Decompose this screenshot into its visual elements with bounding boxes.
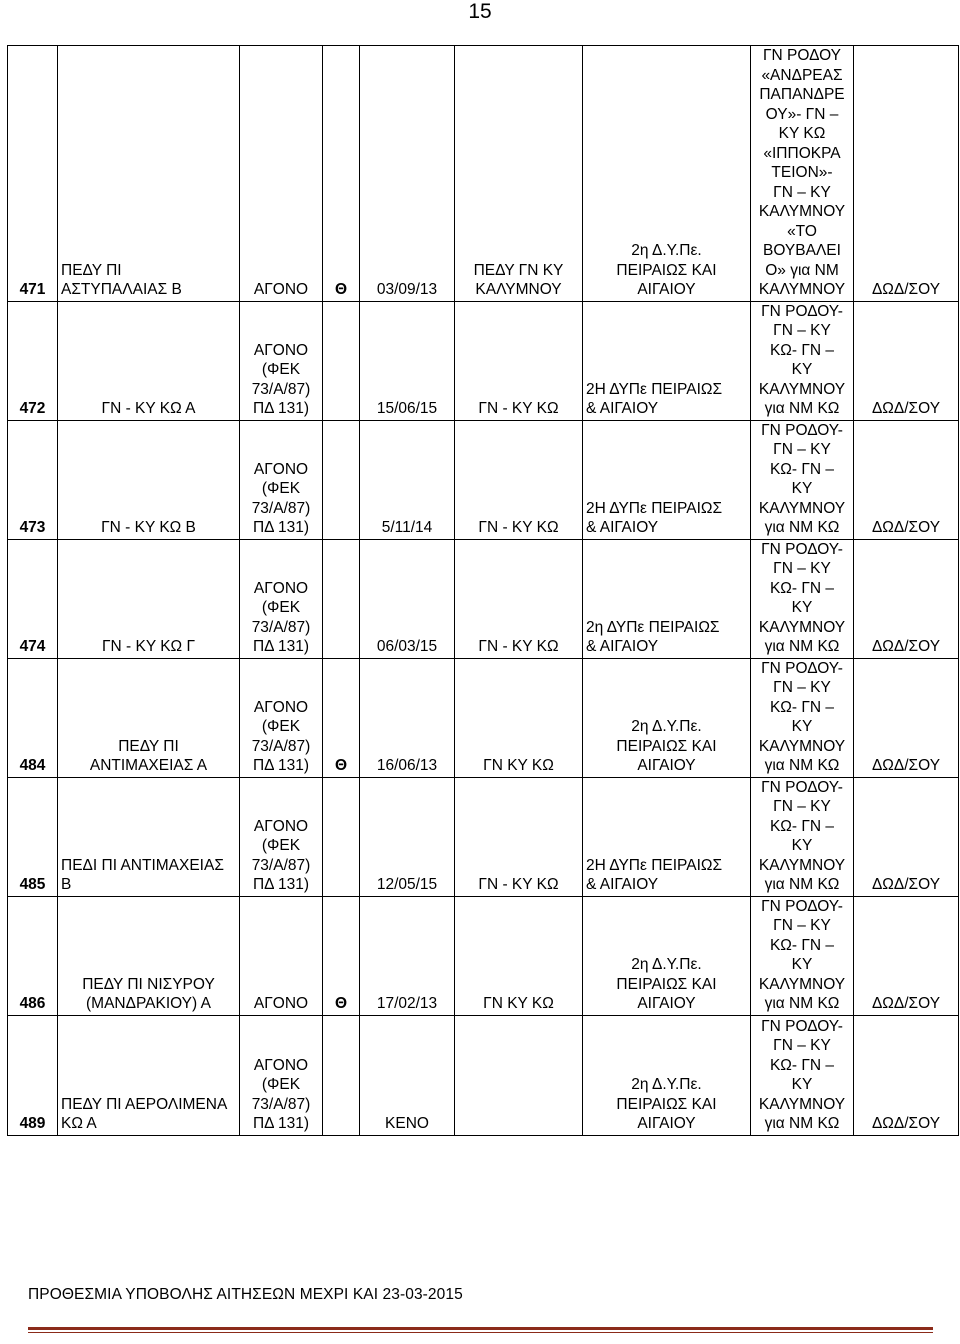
- region-code: ΔΩΔ/ΣΟΥ: [854, 896, 959, 1015]
- area-status: ΑΓΟΝΟ (ΦΕΚ 73/Α/87) ΠΔ 131): [240, 658, 323, 777]
- health-region: 2η Δ.Υ.Πε. ΠΕΙΡΑΙΩΣ ΚΑΙ ΑΙΓΑΙΟΥ: [583, 658, 751, 777]
- footer-rule-thin: [28, 1332, 933, 1333]
- vacancy-date: 12/05/15: [360, 777, 455, 896]
- hospitals: ΓΝ ΡΟΔΟΥ- ΓΝ – ΚΥ ΚΩ- ΓΝ – ΚΥ ΚΑΛΥΜΝΟΥ για ΝΜ ΚΩ: [751, 896, 854, 1015]
- vacancy-date: 16/06/13: [360, 658, 455, 777]
- vacancy-date: ΚΕΝΟ: [360, 1015, 455, 1135]
- table-row: [8, 1015, 959, 1135]
- position-name: ΠΕΔΥ ΠΙ ΑΣΤΥΠΑΛΑΙΑΣ Β: [58, 46, 240, 302]
- category: [323, 420, 360, 539]
- position-name: ΠΕΔΥ ΠΙ ΑΝΤΙΜΑΧΕΙΑΣ Α: [58, 658, 240, 777]
- unit: ΓΝ - ΚΥ ΚΩ: [455, 420, 583, 539]
- category: Θ: [323, 658, 360, 777]
- position-name: ΠΕΔΥ ΠΙ ΝΙΣΥΡΟΥ (ΜΑΝΔΡΑΚΙΟΥ) Α: [58, 896, 240, 1015]
- position-name: ΓΝ - ΚΥ ΚΩ Β: [58, 420, 240, 539]
- area-status: ΑΓΟΝΟ (ΦΕΚ 73/Α/87) ΠΔ 131): [240, 1015, 323, 1135]
- position-name: ΓΝ - ΚΥ ΚΩ Α: [58, 301, 240, 420]
- category: [323, 539, 360, 658]
- position-name: ΠΕΔΙ ΠΙ ΑΝΤΙΜΑΧΕΙΑΣ Β: [58, 777, 240, 896]
- table-row: [8, 896, 959, 1015]
- hospitals: ΓΝ ΡΟΔΟΥ- ΓΝ – ΚΥ ΚΩ- ΓΝ – ΚΥ ΚΑΛΥΜΝΟΥ για ΝΜ ΚΩ: [751, 658, 854, 777]
- health-region: 2Η ΔΥΠε ΠΕΙΡΑΙΩΣ & ΑΙΓΑΙΟΥ: [583, 777, 751, 896]
- table-row: [8, 420, 959, 539]
- category: [323, 1015, 360, 1135]
- region-code: ΔΩΔ/ΣΟΥ: [854, 46, 959, 302]
- hospitals: ΓΝ ΡΟΔΟΥ- ΓΝ – ΚΥ ΚΩ- ΓΝ – ΚΥ ΚΑΛΥΜΝΟΥ για ΝΜ ΚΩ: [751, 301, 854, 420]
- table-row: [8, 539, 959, 658]
- unit: ΓΝ - ΚΥ ΚΩ: [455, 539, 583, 658]
- row-id: 489: [8, 1015, 58, 1135]
- position-name: ΠΕΔΥ ΠΙ ΑΕΡΟΛΙΜΕΝΑ ΚΩ Α: [58, 1015, 240, 1135]
- health-region: 2Η ΔΥΠε ΠΕΙΡΑΙΩΣ & ΑΙΓΑΙΟΥ: [583, 301, 751, 420]
- hospitals: ΓΝ ΡΟΔΟΥ- ΓΝ – ΚΥ ΚΩ- ΓΝ – ΚΥ ΚΑΛΥΜΝΟΥ για ΝΜ ΚΩ: [751, 539, 854, 658]
- area-status: ΑΓΟΝΟ (ΦΕΚ 73/Α/87) ΠΔ 131): [240, 301, 323, 420]
- table-row: [8, 777, 959, 896]
- unit: ΓΝ ΚΥ ΚΩ: [455, 896, 583, 1015]
- vacancy-date: 17/02/13: [360, 896, 455, 1015]
- row-id: 486: [8, 896, 58, 1015]
- health-region: 2η Δ.Υ.Πε. ΠΕΙΡΑΙΩΣ ΚΑΙ ΑΙΓΑΙΟΥ: [583, 46, 751, 302]
- region-code: ΔΩΔ/ΣΟΥ: [854, 1015, 959, 1135]
- unit: ΓΝ - ΚΥ ΚΩ: [455, 301, 583, 420]
- health-region: 2Η ΔΥΠε ΠΕΙΡΑΙΩΣ & ΑΙΓΑΙΟΥ: [583, 420, 751, 539]
- page-number: 15: [468, 0, 492, 23]
- category: Θ: [323, 46, 360, 302]
- row-id: 471: [8, 46, 58, 302]
- row-id: 484: [8, 658, 58, 777]
- unit: ΠΕΔΥ ΓΝ ΚΥ ΚΑΛΥΜΝΟΥ: [455, 46, 583, 302]
- row-id: 474: [8, 539, 58, 658]
- health-region: 2η Δ.Υ.Πε. ΠΕΙΡΑΙΩΣ ΚΑΙ ΑΙΓΑΙΟΥ: [583, 1015, 751, 1135]
- hospitals: ΓΝ ΡΟΔΟΥ- ΓΝ – ΚΥ ΚΩ- ΓΝ – ΚΥ ΚΑΛΥΜΝΟΥ για ΝΜ ΚΩ: [751, 1015, 854, 1135]
- area-status: ΑΓΟΝΟ: [240, 896, 323, 1015]
- vacancy-date: 15/06/15: [360, 301, 455, 420]
- area-status: ΑΓΟΝΟ (ΦΕΚ 73/Α/87) ΠΔ 131): [240, 539, 323, 658]
- area-status: ΑΓΟΝΟ (ΦΕΚ 73/Α/87) ΠΔ 131): [240, 777, 323, 896]
- category: [323, 301, 360, 420]
- vacancy-date: 06/03/15: [360, 539, 455, 658]
- footer-deadline-text: ΠΡΟΘΕΣΜΙΑ ΥΠΟΒΟΛΗΣ ΑΙΤΗΣΕΩΝ ΜΕΧΡΙ ΚΑΙ 23-03-2015: [28, 1286, 463, 1303]
- region-code: ΔΩΔ/ΣΟΥ: [854, 420, 959, 539]
- hospitals: ΓΝ ΡΟΔΟΥ «ΑΝΔΡΕΑΣ ΠΑΠΑΝΔΡΕ ΟΥ»- ΓΝ – ΚΥ ΚΩ «ΙΠΠΟΚΡΑ ΤΕΙΟΝ»- ΓΝ – ΚΥ ΚΑΛΥΜΝΟΥ «ΤΟ ΒΟΥΒΑΛΕΙ Ο» για ΝΜ ΚΑΛΥΜΝΟΥ: [751, 46, 854, 302]
- hospitals: ΓΝ ΡΟΔΟΥ- ΓΝ – ΚΥ ΚΩ- ΓΝ – ΚΥ ΚΑΛΥΜΝΟΥ για ΝΜ ΚΩ: [751, 777, 854, 896]
- vacancy-date: 03/09/13: [360, 46, 455, 302]
- unit: ΓΝ - ΚΥ ΚΩ: [455, 777, 583, 896]
- region-code: ΔΩΔ/ΣΟΥ: [854, 658, 959, 777]
- table-row: [8, 46, 959, 302]
- row-id: 485: [8, 777, 58, 896]
- category: [323, 777, 360, 896]
- row-id: 473: [8, 420, 58, 539]
- footer-rule: [28, 1327, 933, 1330]
- table-row: [8, 301, 959, 420]
- area-status: ΑΓΟΝΟ: [240, 46, 323, 302]
- unit: [455, 1015, 583, 1135]
- region-code: ΔΩΔ/ΣΟΥ: [854, 777, 959, 896]
- unit: ΓΝ ΚΥ ΚΩ: [455, 658, 583, 777]
- health-region: 2η ΔΥΠε ΠΕΙΡΑΙΩΣ & ΑΙΓΑΙΟΥ: [583, 539, 751, 658]
- table-row: [8, 658, 959, 777]
- region-code: ΔΩΔ/ΣΟΥ: [854, 539, 959, 658]
- position-name: ΓΝ - ΚΥ ΚΩ Γ: [58, 539, 240, 658]
- category: Θ: [323, 896, 360, 1015]
- area-status: ΑΓΟΝΟ (ΦΕΚ 73/Α/87) ΠΔ 131): [240, 420, 323, 539]
- hospitals: ΓΝ ΡΟΔΟΥ- ΓΝ – ΚΥ ΚΩ- ΓΝ – ΚΥ ΚΑΛΥΜΝΟΥ για ΝΜ ΚΩ: [751, 420, 854, 539]
- health-region: 2η Δ.Υ.Πε. ΠΕΙΡΑΙΩΣ ΚΑΙ ΑΙΓΑΙΟΥ: [583, 896, 751, 1015]
- vacancy-date: 5/11/14: [360, 420, 455, 539]
- vacancy-table: [7, 45, 959, 1136]
- region-code: ΔΩΔ/ΣΟΥ: [854, 301, 959, 420]
- row-id: 472: [8, 301, 58, 420]
